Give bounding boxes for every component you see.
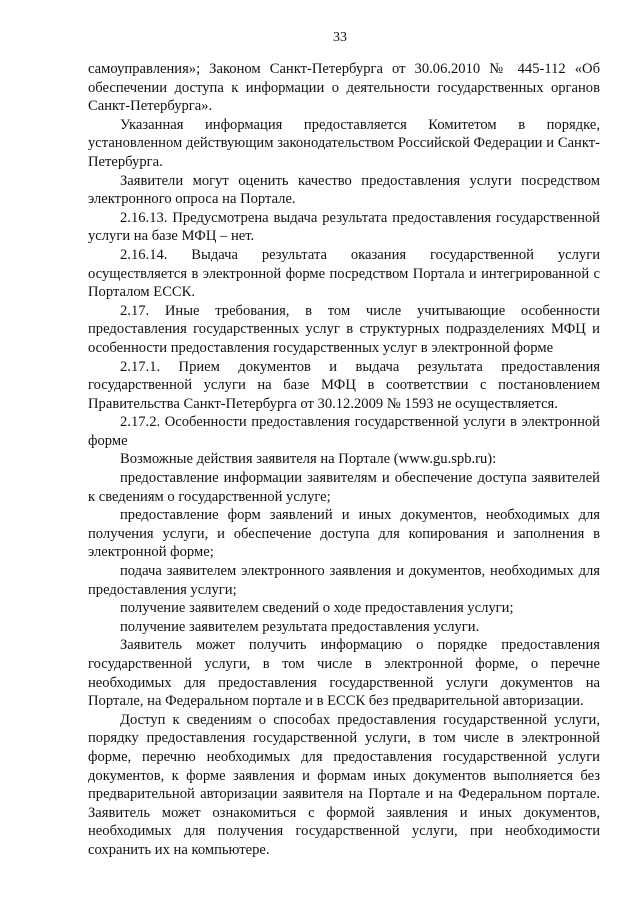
paragraph-2-17-2: 2.17.2. Особенности предоставления государственной услуги в электронной форме xyxy=(88,414,600,449)
list-item-forms: предоставление форм заявлений и иных документов, необходимых для получения услуги, и обеспечение доступа для копирования и заполнения в электронной форме; xyxy=(88,507,600,561)
paragraph-no-authorization: Доступ к сведениям о способах предоставления государственной услуги, порядку предоставления государственной услуги, в том числе в электронной форме, перечню необходимых для предоставления государственной услуги документов, к форме заявления и формам иных документов выполняется без предварительной авторизации заявителя на Портале и на Федеральном портале. Заявитель может ознакомиться с формой заявления и иных документов, необходимых для получения государственной услуги, при необходимости сохранить их на компьютере. xyxy=(88,711,600,858)
paragraph-2-17-1: 2.17.1. Прием документов и выдача результата предоставления государственной услуги на базе МФЦ в соответствии с постановлением Правительства Санкт-Петербурга от 30.12.2009 № 1593 не осуществляется. xyxy=(88,358,600,412)
paragraph-1: самоуправления»; Законом Санкт-Петербурга от 30.06.2010 № 445-112 «Об обеспечении доступа к информации о деятельности государственных органов Санкт-Петербурга». xyxy=(88,61,600,115)
list-item-submission: подача заявителем электронного заявления и документов, необходимых для предоставления услуги; xyxy=(88,563,600,598)
paragraph-2: Указанная информация предоставляется Комитетом в порядке, установленном действующим законодательством Российской Федерации и Санкт-Петербурга. xyxy=(88,116,600,170)
paragraph-3: Заявители могут оценить качество предоставления услуги посредством электронного опроса на Портале. xyxy=(88,172,600,208)
list-item-result: получение заявителем результата предоставления услуги. xyxy=(120,618,480,635)
paragraph-portal-actions: Возможные действия заявителя на Портале (www.gu.spb.ru): xyxy=(120,451,497,468)
list-item-info: предоставление информации заявителям и обеспечение доступа заявителей к сведениям о государственной услуге; xyxy=(88,470,600,505)
paragraph-info-access: Заявитель может получить информацию о порядке предоставления государственной услуги, в том числе в электронной форме, о перечне необходимых для предоставления государственной услуги документов на Портале, на Федеральном портале и в ЕССК без предварительной авторизации. xyxy=(88,637,600,710)
list-item-status: получение заявителем сведений о ходе предоставления услуги; xyxy=(120,600,514,617)
paragraph-2-17: 2.17. Иные требования, в том числе учитывающие особенности предоставления государственных услуг в структурных подразделениях МФЦ и особенности предоставления государственных услуг в электронной форме xyxy=(88,302,600,356)
paragraph-2-16-13: 2.16.13. Предусмотрена выдача результата предоставления государственной услуги на базе МФЦ – нет. xyxy=(88,209,600,245)
paragraph-2-16-14: 2.16.14. Выдача результата оказания государственной услуги осуществляется в электронной форме посредством Портала и интегрированной с Порталом ЕССК. xyxy=(88,246,600,301)
page-number: 33 xyxy=(333,30,347,45)
document-page xyxy=(88,30,600,860)
